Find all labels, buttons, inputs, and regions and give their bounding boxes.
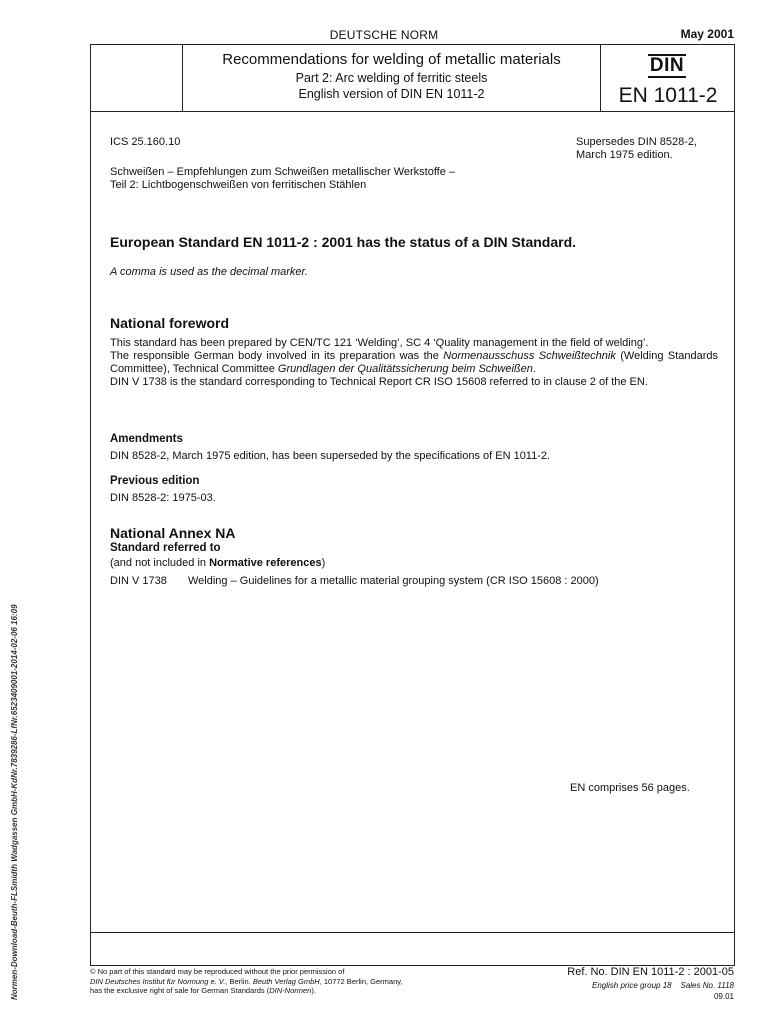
supersedes-line-1: Supersedes DIN 8528-2,: [576, 136, 698, 148]
annex-note-text-a: (and not included in: [110, 557, 210, 569]
copyright-din-normen: DIN-Normen: [269, 986, 312, 995]
document-number: EN 1011-2: [618, 84, 718, 107]
frame-right-border: [734, 44, 735, 966]
header-divider: [90, 111, 734, 112]
price-sales-line: [592, 981, 734, 990]
din-logo: [622, 54, 712, 78]
annex-subheading: Standard referred to: [110, 542, 221, 554]
annex-note-text-c: ): [321, 557, 326, 569]
annex-ref-code: DIN V 1738: [110, 575, 167, 587]
annex-note-bold: Normative references: [209, 557, 322, 569]
copyright-line-1: © No part of this standard may be reproduced without the prior permission of: [90, 967, 345, 976]
annex-note: [110, 557, 325, 570]
din-logo-text: DIN: [649, 55, 685, 76]
german-title: [110, 166, 710, 192]
previous-edition-text: DIN 8528-2: 1975-03.: [110, 492, 216, 504]
annex-heading: National Annex NA: [110, 525, 236, 541]
edition-code: 09.01: [713, 992, 734, 1001]
foreword-heading: National foreword: [110, 315, 230, 331]
sales-number: Sales No. 1118: [680, 981, 734, 990]
foreword-p2-technical-committee: Grundlagen der Qualitätssicherung beim Schweißen: [277, 363, 533, 375]
supersedes-note: [576, 136, 697, 162]
german-title-line-2: Teil 2: Lichtbogenschweißen von ferritischen Stählen: [110, 179, 367, 191]
status-statement: European Standard EN 1011-2 : 2001 has the status of a DIN Standard.: [110, 234, 577, 250]
copyright-text-b: , Berlin.: [225, 976, 253, 986]
copyright-text-3a: has the exclusive right of sale for German Standards (: [90, 986, 270, 995]
foreword-paragraph-2: [110, 350, 718, 376]
copyright-notice: [90, 967, 490, 996]
copyright-beuth-name: Beuth Verlag GmbH: [252, 976, 320, 986]
download-watermark-strip: Normen-Download-Beuth-FLSmidth Wadgassen GmbH-KdNr.7839286-LfNr.6523409001-2014-02-06 16:09: [10, 604, 19, 1000]
copyright-line-3: [90, 986, 490, 996]
frame-top-border: [90, 44, 734, 45]
document-title: Recommendations for welding of metallic materials: [222, 51, 561, 68]
copyright-din-name: DIN Deutsches Institut für Normung e. V.: [90, 976, 226, 986]
previous-edition-heading: Previous edition: [110, 475, 200, 487]
amendments-text: DIN 8528-2, March 1975 edition, has been superseded by the specifications of EN 1011-2.: [110, 450, 551, 462]
document-part: Part 2: Arc welding of ferritic steels: [295, 71, 488, 85]
price-group: English price group 18: [591, 981, 672, 990]
footer-divider: [90, 932, 734, 933]
pages-note: EN comprises 56 pages.: [570, 782, 690, 794]
copyright-text-d: , 10772 Berlin, Germany,: [319, 976, 403, 986]
foreword-paragraph-3: DIN V 1738 is the standard corresponding to Technical Report CR ISO 15608 referred to in clause 2 of the EN.: [110, 376, 648, 388]
reference-number: Ref. No. DIN EN 1011-2 : 2001-05: [567, 966, 734, 978]
copyright-line-2: [90, 977, 490, 987]
foreword-p2-text-b: (Welding Standards Committee), Technical Committee: [110, 350, 719, 375]
copyright-text-3c: ).: [311, 986, 316, 995]
norm-label: DEUTSCHE NORM: [329, 28, 439, 42]
header-right-divider: [600, 44, 601, 111]
annex-ref-title: Welding – Guidelines for a metallic material grouping system (CR ISO 15608 : 2000): [188, 575, 599, 587]
foreword-p2-end: .: [532, 363, 536, 375]
title-block: [183, 50, 600, 102]
ics-code: ICS 25.160.10: [110, 136, 181, 148]
foreword-body: [110, 337, 718, 389]
frame-left-border: [90, 44, 91, 966]
foreword-p2-text-a: The responsible German body involved in its preparation was the: [110, 350, 444, 362]
amendments-heading: Amendments: [110, 433, 183, 445]
publication-date: May 2001: [680, 27, 734, 41]
decimal-note: A comma is used as the decimal marker.: [110, 266, 308, 278]
document-version: English version of DIN EN 1011-2: [298, 87, 485, 101]
supersedes-line-2: March 1975 edition.: [576, 149, 673, 161]
foreword-p2-committee: Normenausschuss Schweißtechnik: [443, 350, 616, 362]
foreword-paragraph-1: This standard has been prepared by CEN/TC 121 ‘Welding’, SC 4 ‘Quality management in the field of welding’.: [110, 337, 649, 349]
german-title-line-1: Schweißen – Empfehlungen zum Schweißen metallischer Werkstoffe –: [110, 166, 456, 178]
